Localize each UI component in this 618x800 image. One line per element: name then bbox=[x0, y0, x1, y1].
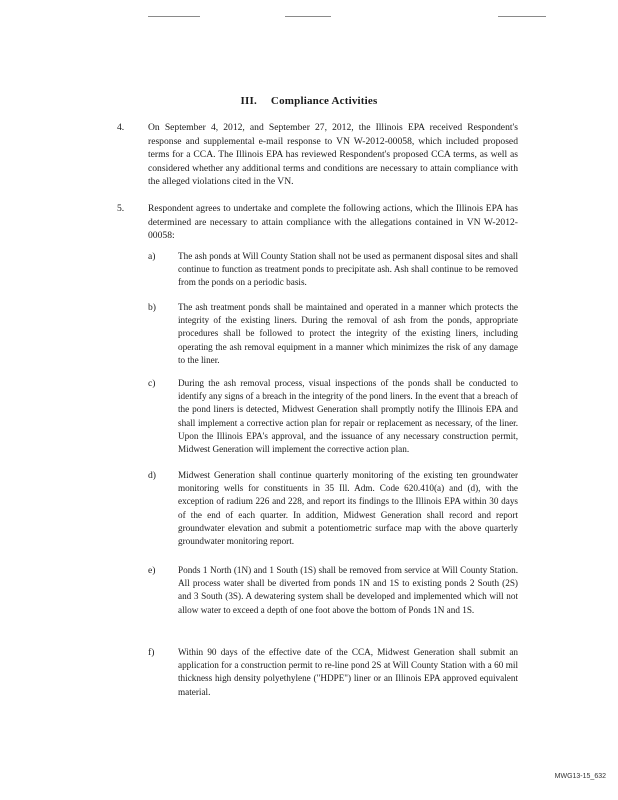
list-item-text: The ash ponds at Will County Station shall not be used as permanent disposal sites and shall continue to function as treatment ponds to precipitate ash. Ash shall continue to be removed from the ponds on a periodic basis. bbox=[178, 251, 518, 288]
list-item-letter: f) bbox=[148, 647, 155, 658]
list-item-text: The ash treatment ponds shall be maintained and operated in a manner which protects the integrity of the existing liners. During the removal of ash from the ponds, appropriate procedures shall be followed to protect the integrity of the existing liners, including operating the ash removal equipment in a manner which minimizes the risk of any damage to the liner. bbox=[178, 302, 518, 365]
section-numeral: III. bbox=[240, 95, 257, 107]
list-item-text: Ponds 1 North (1N) and 1 South (1S) shall be removed from service at Will County Station. All process water shall be diverted from ponds 1N and 1S to existing ponds 2 South (2S) and 3 South (3S). A dewatering system shall be developed and implemented which will not allow water to exceed a depth of one foot above the bottom of Ponds 1N and 1S. bbox=[178, 565, 518, 615]
paragraph-text: On September 4, 2012, and September 27, 2012, the Illinois EPA received Respondent's response and supplemental e-mail response to VN W-2012-00058, which included proposed terms for a CCA. The Illinois EPA has reviewed Respondent's proposed CCA terms, as well as considered whether any additional terms and conditions are necessary to attain compliance with the alleged violations cited in the VN. bbox=[148, 122, 518, 187]
list-item-text: Within 90 days of the effective date of the CCA, Midwest Generation shall submit an application for a construction permit to re-line pond 2S at Will County Station with a 60 mil thickness high density polyethylene ("HDPE") liner or an Illinois EPA approved equivalent material. bbox=[178, 647, 518, 697]
list-item-text: Midwest Generation shall continue quarterly monitoring of the existing ten groundwater monitoring wells for constituents in 35 Ill. Adm. Code 620.410(a) and (d), with the exception of radium 226 and 228, and report its findings to the Illinois EPA within 30 days of the end of each quarter. In addition, Midwest Generation shall record and report groundwater elevation and submit a potentiometric surface map with the above quarterly groundwater monitoring report. bbox=[178, 470, 518, 547]
document-id: MWG13-15_632 bbox=[554, 773, 606, 780]
list-item-text: During the ash removal process, visual inspections of the ponds shall be conducted to identify any signs of a breach in the integrity of the pond liners. In the event that a breach of the pond liners is detected, Midwest Generation shall promptly notify the Illinois EPA and shall implement a corrective action plan for repair or replacement as necessary, of the liner. Upon the Illinois EPA's approval, and the issuance of any necessary construction permit, Midwest Generation will implement the corrective action plan. bbox=[178, 378, 518, 455]
scan-artifact bbox=[285, 16, 331, 17]
list-item-letter: b) bbox=[148, 302, 156, 313]
list-item-letter: a) bbox=[148, 251, 156, 262]
list-item-letter: c) bbox=[148, 378, 156, 389]
section-heading bbox=[0, 95, 618, 107]
list-item-letter: e) bbox=[148, 565, 156, 576]
list-item-letter: d) bbox=[148, 470, 156, 481]
paragraph-number: 5. bbox=[117, 203, 125, 214]
paragraph-number: 4. bbox=[117, 122, 125, 133]
paragraph-text: Respondent agrees to undertake and complete the following actions, which the Illinois EPA has determined are necessary to attain compliance with the allegations contained in VN W-2012-00058: bbox=[148, 203, 518, 241]
scan-artifact bbox=[148, 16, 200, 17]
section-title: Compliance Activities bbox=[270, 95, 378, 107]
scan-artifact bbox=[498, 16, 546, 17]
